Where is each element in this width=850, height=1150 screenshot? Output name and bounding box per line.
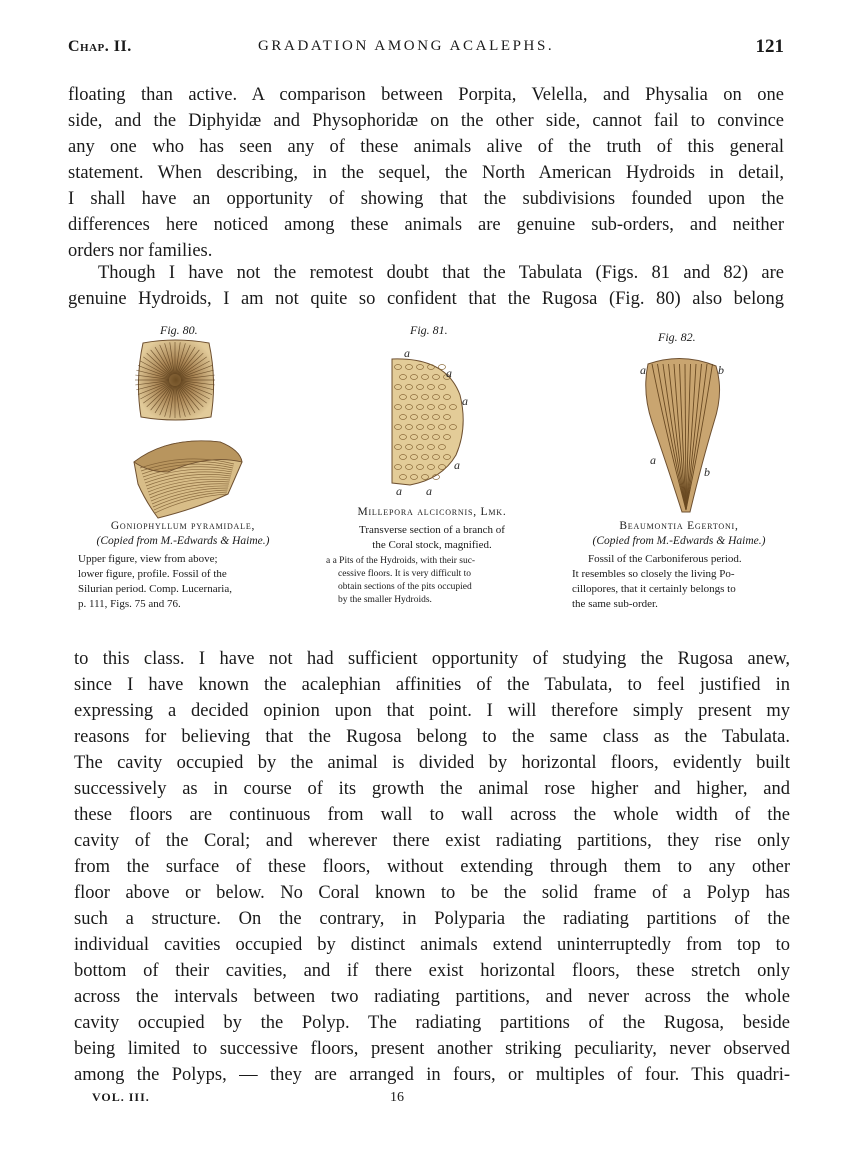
running-header xyxy=(68,34,784,64)
fig-82-mark-b: b xyxy=(718,363,724,377)
chapter-label: Chap. II. xyxy=(68,38,132,55)
text-line: cavity of the Coral; and wherever there exist radiating partitions, they rise only xyxy=(74,831,790,851)
fig-81-mark-a: a xyxy=(454,458,460,472)
fig-81-mark-a: a xyxy=(396,484,402,498)
caption-line: Silurian period. Comp. Lucernaria, xyxy=(78,583,232,595)
fig-80-upper-coral-image xyxy=(125,335,225,425)
fig-81-label: Fig. 81. xyxy=(410,323,448,337)
fig-82-description xyxy=(572,552,786,612)
paragraph-3 xyxy=(74,646,790,1088)
fig-82-coral-image xyxy=(632,352,742,517)
text-line: statement. When describing, in the sequel, the North American Hydroids in detail, xyxy=(68,163,784,183)
text-line: since I have known the acalephian affinities of the Tabulata, to feel justified in xyxy=(74,675,790,695)
fig-82-credit: (Copied from M.-Edwards & Haime.) xyxy=(592,535,766,547)
caption-line: Fossil of the Carboniferous period. xyxy=(588,553,742,565)
fig-82-label: Fig. 82. xyxy=(658,330,696,344)
caption-line: obtain sections of the pits occupied xyxy=(338,582,472,592)
text-line: orders nor families. xyxy=(68,241,213,261)
fig-82-caption xyxy=(572,519,786,612)
text-line: Though I have not the remotest doubt that the Tabulata (Figs. 81 and 82) are xyxy=(98,263,784,283)
paragraph-1 xyxy=(68,82,784,264)
running-title: GRADATION AMONG ACALEPHS. xyxy=(258,38,555,54)
paragraph-2 xyxy=(68,260,784,312)
text-line: cavity occupied by the Polyp. The radiating partitions of the Rugosa, beside xyxy=(74,1013,790,1033)
fig-80-label: Fig. 80. xyxy=(160,323,198,337)
text-line: being limited to successive floors, present another striking peculiarity, never observed xyxy=(74,1039,790,1059)
page-number: 121 xyxy=(755,36,784,57)
fig-81-coral-section-image xyxy=(376,343,488,499)
fig-81-caption xyxy=(326,505,538,607)
fig-81-mark-a: a xyxy=(404,346,410,360)
text-line: across the intervals between two radiating partitions, and never across the whole xyxy=(74,987,790,1007)
signature-mark: 16 xyxy=(390,1090,404,1105)
text-line: expressing a decided opinion upon that point. I will therefore simply present my xyxy=(74,701,790,721)
fig-81-mark-a: a xyxy=(426,484,432,498)
fig-82-title: Beaumontia Egertoni, xyxy=(619,520,739,532)
text-line: to this class. I have not had sufficient opportunity of studying the Rugosa anew, xyxy=(74,649,790,669)
text-line: such a structure. On the contrary, in Polyparia the radiating partitions of the xyxy=(74,909,790,929)
caption-line: cessive floors. It is very difficult to xyxy=(338,569,472,579)
fig-80-description xyxy=(78,552,288,612)
fig-80-caption xyxy=(78,519,288,612)
caption-line: p. 111, Figs. 75 and 76. xyxy=(78,598,181,610)
fig-81-mark-a: a xyxy=(462,394,468,408)
text-line: successively as in course of its growth the animal rose higher and higher, and xyxy=(74,779,790,799)
fig-82-mark-a: a xyxy=(640,363,646,377)
fig-80-credit: (Copied from M.-Edwards & Haime.) xyxy=(96,535,270,547)
fig-81-title: Millepora alcicornis, Lmk. xyxy=(357,506,507,518)
text-line: genuine Hydroids, I am not quite so confident that the Rugosa (Fig. 80) also belong xyxy=(68,289,784,309)
text-line: reasons for believing that the Rugosa belong to the same class as the Tabulata. xyxy=(74,727,790,747)
text-line: individual cavities occupied by distinct animals extend uninterruptedly from top to xyxy=(74,935,790,955)
page-footer xyxy=(92,1090,512,1110)
fig-80-lower-coral-image xyxy=(128,432,248,522)
text-line: I shall have an opportunity of showing that the subdivisions founded upon the xyxy=(68,189,784,209)
caption-line: Transverse section of a branch of xyxy=(359,524,505,536)
text-line: floating than active. A comparison between Porpita, Velella, and Physalia on one xyxy=(68,85,784,105)
caption-line: by the smaller Hydroids. xyxy=(338,595,432,605)
caption-line: cillopores, that it certainly belongs to xyxy=(572,583,736,595)
fig-81-note xyxy=(326,555,538,607)
text-line: side, and the Diphyidæ and Physophoridæ on the other side, cannot fail to convince xyxy=(68,111,784,131)
fig-82-mark-b: b xyxy=(704,465,710,479)
caption-line: lower figure, profile. Fossil of the xyxy=(78,568,227,580)
pore-ellipse xyxy=(439,365,446,370)
volume-label: VOL. III. xyxy=(92,1090,150,1104)
text-line: any one who has seen any of these animals alive of the truth of this general xyxy=(68,137,784,157)
text-line: these floors are continuous from wall to wall across the whole width of the xyxy=(74,805,790,825)
fig-81-mark-a: a xyxy=(446,366,452,380)
caption-line: Upper figure, view from above; xyxy=(78,553,218,565)
caption-line: a a Pits of the Hydroids, with their suc- xyxy=(326,556,476,566)
text-line: among the Polyps, — they are arranged in fours, or multiples of four. This quadri- xyxy=(74,1065,790,1085)
caption-line: It resembles so closely the living Po- xyxy=(572,568,735,580)
caption-line: the same sub-order. xyxy=(572,598,658,610)
text-line: The cavity occupied by the animal is divided by horizontal floors, evidently built xyxy=(74,753,790,773)
fig-82-mark-a: a xyxy=(650,453,656,467)
text-line: bottom of their cavities, and if there exist horizontal floors, these stretch only xyxy=(74,961,790,981)
text-line: from the surface of these floors, without extending through them to any other xyxy=(74,857,790,877)
text-line: differences here noticed among these animals are genuine sub-orders, and neither xyxy=(68,215,784,235)
fig-80-title: Goniophyllum pyramidale, xyxy=(110,520,256,532)
caption-line: the Coral stock, magnified. xyxy=(372,539,492,551)
text-line: floor above or below. No Coral known to be the solid frame of a Polyp has xyxy=(74,883,790,903)
fig-81-description xyxy=(326,523,538,553)
